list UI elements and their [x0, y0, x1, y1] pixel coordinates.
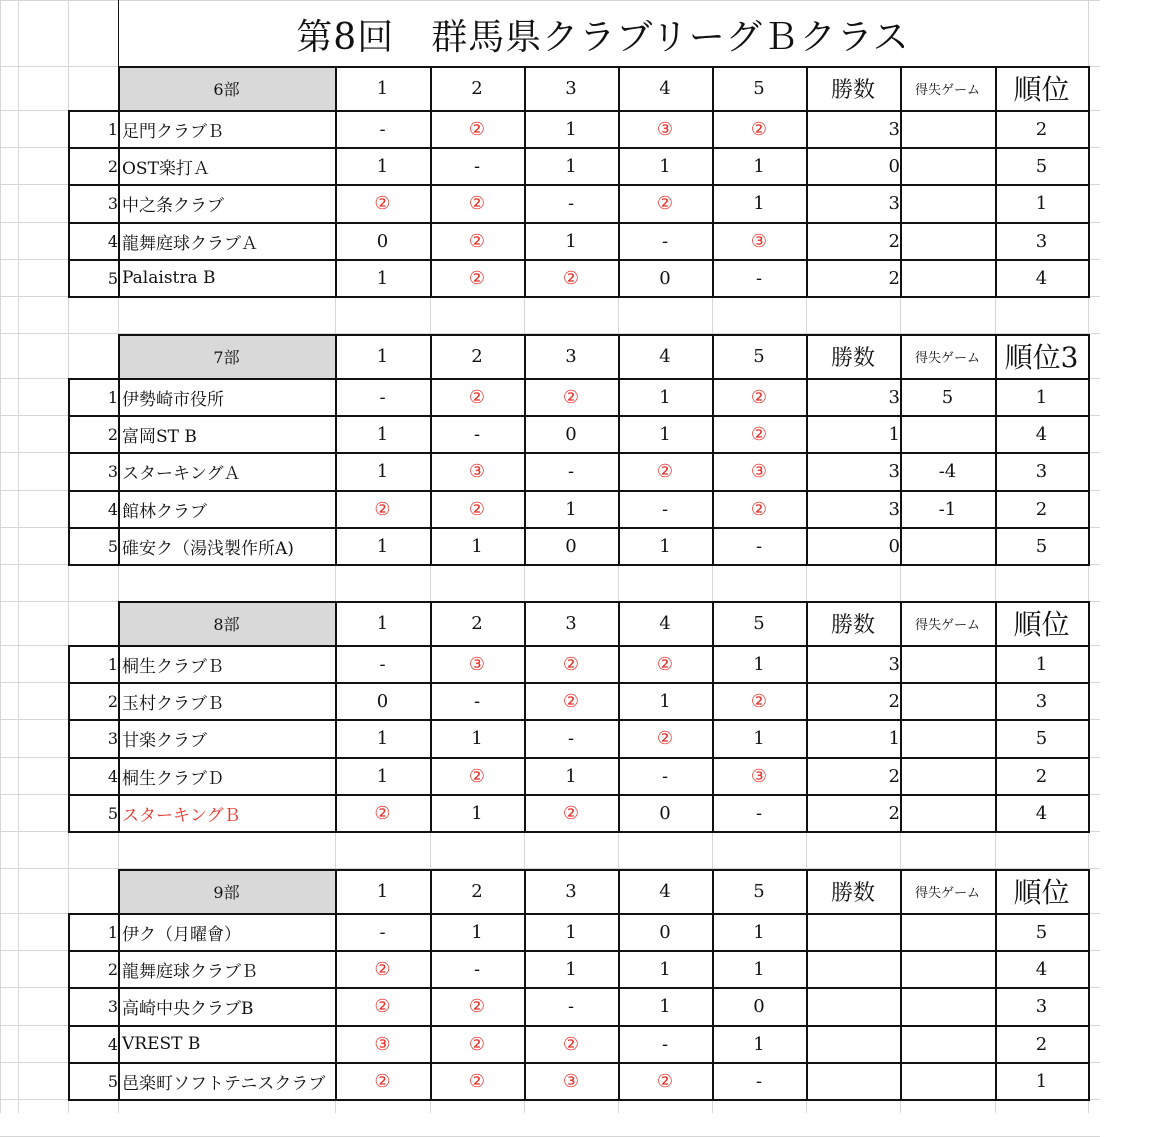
result-cell-1[interactable]: -	[379, 118, 386, 140]
grid-line-v	[900, 831, 901, 869]
header-rank[interactable]: 順位	[1013, 608, 1070, 641]
result-cell-5[interactable]: -	[755, 267, 763, 289]
wins-cell[interactable]: 2	[888, 690, 900, 712]
wins-cell[interactable]: 3	[888, 460, 900, 482]
result-cell-4[interactable]: 0	[659, 267, 671, 289]
diff-cell[interactable]	[900, 758, 995, 794]
diff-cell[interactable]	[900, 914, 995, 950]
diff-cell[interactable]	[900, 988, 995, 1024]
result-cell-1[interactable]: 1	[376, 267, 389, 289]
rank-cell[interactable]: 3	[1035, 995, 1048, 1017]
diff-cell[interactable]	[900, 795, 995, 831]
grid-line-v	[712, 296, 713, 334]
result-cell-4[interactable]: ②	[656, 460, 674, 482]
result-cell-4[interactable]: ③	[656, 118, 674, 140]
result-cell-5[interactable]: -	[755, 802, 763, 824]
rank-cell[interactable]: 2	[1035, 765, 1048, 787]
row-number[interactable]: 3	[107, 728, 118, 748]
rank-cell[interactable]: 1	[1035, 386, 1048, 408]
result-cell-4[interactable]: 1	[659, 423, 671, 445]
result-cell-1[interactable]: 1	[376, 423, 389, 445]
header-col-4[interactable]: 4	[659, 345, 671, 367]
wins-cell[interactable]: 1	[888, 727, 900, 749]
result-cell-5[interactable]: ③	[750, 230, 768, 252]
header-wins[interactable]: 勝数	[830, 77, 875, 103]
header-col-1[interactable]: 1	[376, 880, 389, 902]
result-cell-4[interactable]: ②	[656, 1070, 674, 1092]
team-name[interactable]: 邑楽町ソフトテニスクラブ	[122, 1073, 326, 1094]
result-cell-3[interactable]: -	[567, 460, 575, 482]
result-cell-4[interactable]: -	[661, 1033, 669, 1055]
result-cell-1[interactable]: ②	[374, 995, 391, 1017]
rank-cell[interactable]: 5	[1035, 155, 1048, 177]
result-cell-3[interactable]: 1	[565, 498, 577, 520]
header-wins[interactable]: 勝数	[830, 345, 875, 371]
border-row	[68, 564, 1089, 566]
row-number[interactable]: 2	[107, 156, 118, 176]
row-number[interactable]: 4	[107, 766, 118, 786]
header-diff[interactable]: 得失ゲーム	[914, 617, 980, 633]
grid-line-v	[1088, 831, 1089, 869]
header-col-2[interactable]: 2	[471, 77, 483, 99]
result-cell-3[interactable]: -	[567, 727, 575, 749]
border-row	[68, 296, 1089, 298]
header-col-2[interactable]: 2	[471, 880, 483, 902]
result-cell-1[interactable]: 1	[376, 155, 389, 177]
result-cell-3[interactable]: ②	[562, 386, 580, 408]
rank-cell[interactable]: 2	[1035, 118, 1048, 140]
grid-line-v	[618, 1099, 619, 1113]
diff-cell[interactable]: -1	[938, 498, 957, 520]
rank-cell[interactable]: 4	[1035, 958, 1048, 980]
result-cell-5[interactable]: 1	[753, 192, 765, 214]
rank-cell[interactable]: 4	[1035, 423, 1048, 445]
header-diff[interactable]: 得失ゲーム	[914, 885, 980, 901]
border-row	[68, 1099, 1089, 1101]
result-cell-3[interactable]: 1	[565, 765, 577, 787]
rank-cell[interactable]: 3	[1035, 230, 1048, 252]
wins-cell[interactable]: 3	[888, 653, 900, 675]
result-cell-1[interactable]: 1	[376, 727, 389, 749]
row-number[interactable]: 1	[107, 922, 118, 942]
result-cell-5[interactable]: ②	[750, 423, 768, 445]
header-col-3[interactable]: 3	[565, 345, 577, 367]
result-cell-2[interactable]: -	[473, 958, 481, 980]
result-cell-5[interactable]: ②	[750, 498, 768, 520]
result-cell-5[interactable]: 1	[753, 653, 765, 675]
result-cell-2[interactable]: -	[473, 155, 481, 177]
result-cell-4[interactable]: -	[661, 765, 669, 787]
row-number[interactable]: 3	[107, 996, 118, 1016]
result-cell-3[interactable]: 1	[565, 921, 577, 943]
grid-line-v	[712, 564, 713, 601]
result-cell-3[interactable]: ③	[562, 1070, 580, 1092]
wins-cell[interactable]	[806, 1026, 906, 1062]
grid-line-v	[1088, 1099, 1089, 1113]
row-number[interactable]: 2	[107, 959, 118, 979]
header-col-5[interactable]: 5	[753, 77, 765, 99]
diff-cell[interactable]	[900, 1026, 995, 1062]
result-cell-1[interactable]: 1	[376, 765, 389, 787]
header-rank[interactable]: 順位	[1013, 876, 1070, 909]
grid-line-v	[900, 1099, 901, 1113]
result-cell-4[interactable]: 1	[659, 535, 671, 557]
grid-line-v	[806, 564, 807, 601]
team-name[interactable]: 足門クラブＢ	[122, 121, 224, 142]
team-name[interactable]: OST楽打Ａ	[122, 158, 210, 179]
team-name[interactable]: VREST B	[122, 1034, 201, 1054]
rank-cell[interactable]: 5	[1035, 535, 1048, 557]
result-cell-1[interactable]: 0	[376, 690, 389, 712]
team-name[interactable]: 龍舞庭球クラブＡ	[122, 233, 258, 254]
diff-cell[interactable]	[900, 1063, 995, 1099]
result-cell-4[interactable]: ②	[656, 727, 674, 749]
diff-cell[interactable]	[900, 683, 995, 719]
result-cell-2[interactable]: ③	[468, 653, 486, 675]
team-name[interactable]: スターキングＢ	[122, 805, 241, 826]
grid-line-v	[18, 0, 19, 1113]
grid-line-v	[995, 564, 996, 601]
result-cell-2[interactable]: 1	[471, 535, 483, 557]
result-cell-5[interactable]: 1	[753, 958, 765, 980]
result-cell-3[interactable]: ②	[562, 690, 580, 712]
result-cell-5[interactable]: 1	[753, 1033, 765, 1055]
grid-line-v	[335, 831, 336, 869]
row-number[interactable]: 4	[107, 499, 118, 519]
header-diff[interactable]: 得失ゲーム	[914, 82, 980, 98]
grid-line-v	[335, 564, 336, 601]
team-name[interactable]: 高崎中央クラブB	[122, 998, 254, 1019]
result-cell-1[interactable]: 1	[376, 535, 389, 557]
result-cell-1[interactable]: ②	[374, 802, 391, 824]
team-name[interactable]: 伊勢崎市役所	[122, 389, 224, 410]
result-cell-3[interactable]: ②	[562, 653, 580, 675]
diff-cell[interactable]	[900, 951, 995, 987]
result-cell-4[interactable]: 1	[659, 995, 671, 1017]
header-col-3[interactable]: 3	[565, 880, 577, 902]
grid-line-v	[524, 1099, 525, 1113]
border-col	[1088, 66, 1090, 298]
result-cell-5[interactable]: 1	[753, 727, 765, 749]
border-col	[1088, 869, 1090, 1101]
diff-cell[interactable]	[900, 185, 995, 221]
team-name[interactable]: 伊ク（月曜會）	[122, 924, 241, 945]
team-name[interactable]: Palaistra B	[122, 268, 216, 288]
grid-line-v	[524, 296, 525, 334]
grid-line-v	[430, 296, 431, 334]
result-cell-3[interactable]: ②	[562, 1033, 580, 1055]
diff-cell[interactable]	[900, 528, 995, 564]
grid-line-v	[995, 1099, 996, 1113]
result-cell-4[interactable]: 1	[659, 690, 671, 712]
rank-cell[interactable]: 3	[1035, 690, 1048, 712]
wins-cell[interactable]: 2	[888, 230, 900, 252]
result-cell-2[interactable]: ②	[468, 765, 486, 787]
wins-cell[interactable]: 2	[888, 267, 900, 289]
grid-line-v	[335, 1099, 336, 1113]
wins-cell[interactable]: 3	[888, 498, 900, 520]
result-cell-2[interactable]: 1	[471, 727, 483, 749]
wins-cell[interactable]	[806, 914, 906, 950]
row-number[interactable]: 3	[107, 461, 118, 481]
result-cell-5[interactable]: ②	[750, 118, 768, 140]
wins-cell[interactable]	[806, 951, 906, 987]
diff-cell[interactable]	[900, 260, 995, 296]
header-col-3[interactable]: 3	[565, 612, 577, 634]
row-number[interactable]: 2	[107, 424, 118, 444]
result-cell-5[interactable]: ③	[750, 460, 768, 482]
result-cell-3[interactable]: 1	[565, 118, 577, 140]
result-cell-5[interactable]: ②	[750, 386, 768, 408]
rank-cell[interactable]: 1	[1035, 1070, 1048, 1092]
result-cell-4[interactable]: ②	[656, 653, 674, 675]
wins-cell[interactable]: 1	[888, 423, 900, 445]
result-cell-3[interactable]: 1	[565, 230, 577, 252]
grid-line-v	[806, 296, 807, 334]
division-name[interactable]: 6部	[213, 79, 240, 99]
header-col-1[interactable]: 1	[376, 612, 389, 634]
result-cell-3[interactable]: 0	[565, 535, 577, 557]
team-name[interactable]: 富岡ST B	[122, 426, 197, 447]
result-cell-4[interactable]: 0	[659, 921, 671, 943]
grid-line-v	[806, 831, 807, 869]
row-number[interactable]: 4	[107, 1034, 118, 1054]
grid-line-v	[618, 564, 619, 601]
title-border	[118, 0, 119, 66]
team-name[interactable]: 桐生クラブＢ	[122, 656, 224, 677]
rank-cell[interactable]: 1	[1035, 653, 1048, 675]
rank-cell[interactable]: 4	[1035, 267, 1048, 289]
result-cell-3[interactable]: 0	[565, 423, 577, 445]
result-cell-3[interactable]: ②	[562, 267, 580, 289]
diff-cell[interactable]: 5	[941, 386, 954, 408]
rank-cell[interactable]: 5	[1035, 727, 1048, 749]
division-name[interactable]: 8部	[213, 614, 240, 634]
diff-cell[interactable]	[900, 111, 995, 147]
grid-line-v	[900, 564, 901, 601]
header-col-3[interactable]: 3	[565, 77, 577, 99]
border-col	[1088, 334, 1090, 566]
header-col-1[interactable]: 1	[376, 345, 389, 367]
division-name[interactable]: 9部	[213, 882, 240, 902]
grid-line-v	[430, 831, 431, 869]
team-name[interactable]: 玉村クラブＢ	[122, 693, 224, 714]
header-col-1[interactable]: 1	[376, 77, 389, 99]
row-number[interactable]: 5	[107, 268, 118, 288]
result-cell-3[interactable]: 1	[565, 155, 577, 177]
header-col-5[interactable]: 5	[753, 345, 765, 367]
result-cell-5[interactable]: ②	[750, 690, 768, 712]
result-cell-4[interactable]: 1	[659, 386, 671, 408]
rank-cell[interactable]: 4	[1035, 802, 1048, 824]
page-title: 第8回 群馬県クラブリーグＢクラス	[296, 16, 910, 58]
rank-cell[interactable]: 3	[1035, 460, 1048, 482]
result-cell-2[interactable]: ②	[468, 1033, 486, 1055]
grid-line-v	[335, 296, 336, 334]
header-col-5[interactable]: 5	[753, 612, 765, 634]
header-rank[interactable]: 順位3	[1004, 341, 1079, 374]
result-cell-1[interactable]: 0	[376, 230, 389, 252]
result-cell-2[interactable]: -	[473, 690, 481, 712]
grid-line-v	[900, 296, 901, 334]
result-cell-4[interactable]: 0	[659, 802, 671, 824]
header-col-2[interactable]: 2	[471, 612, 483, 634]
result-cell-2[interactable]: ②	[468, 995, 486, 1017]
result-cell-2[interactable]: -	[473, 423, 481, 445]
diff-cell[interactable]: -4	[938, 460, 957, 482]
row-number[interactable]: 1	[107, 119, 118, 139]
wins-cell[interactable]: 3	[888, 118, 900, 140]
header-diff[interactable]: 得失ゲーム	[914, 350, 980, 366]
result-cell-2[interactable]: ③	[468, 460, 486, 482]
result-cell-2[interactable]: ②	[468, 230, 486, 252]
header-col-4[interactable]: 4	[659, 880, 671, 902]
result-cell-5[interactable]: ③	[750, 765, 768, 787]
diff-cell[interactable]	[900, 720, 995, 756]
result-cell-1[interactable]: ②	[374, 192, 391, 214]
row-number[interactable]: 5	[107, 536, 118, 556]
result-cell-5[interactable]: 1	[753, 921, 765, 943]
result-cell-5[interactable]: -	[755, 1070, 763, 1092]
division-name[interactable]: 7部	[213, 347, 240, 367]
result-cell-2[interactable]: 1	[471, 802, 483, 824]
result-cell-1[interactable]: 1	[376, 460, 389, 482]
result-cell-3[interactable]: 1	[565, 958, 577, 980]
header-wins[interactable]: 勝数	[830, 612, 875, 638]
team-name[interactable]: 桐生クラブＤ	[122, 768, 224, 789]
result-cell-1[interactable]: -	[379, 386, 386, 408]
header-col-4[interactable]: 4	[659, 77, 671, 99]
grid-line-v	[1088, 296, 1089, 334]
rank-cell[interactable]: 2	[1035, 498, 1048, 520]
diff-cell[interactable]	[900, 416, 995, 452]
result-cell-1[interactable]: ②	[374, 1070, 391, 1092]
team-name[interactable]: 碓安ク（湯浅製作所A)	[122, 538, 294, 559]
grid-line-v	[618, 296, 619, 334]
rank-cell[interactable]: 5	[1035, 921, 1048, 943]
wins-cell[interactable]: 3	[888, 192, 900, 214]
result-cell-2[interactable]: ②	[468, 386, 486, 408]
diff-cell[interactable]	[900, 223, 995, 259]
header-col-2[interactable]: 2	[471, 345, 483, 367]
rank-cell[interactable]: 1	[1035, 192, 1048, 214]
result-cell-1[interactable]: ②	[374, 498, 391, 520]
result-cell-3[interactable]: -	[567, 995, 575, 1017]
wins-cell[interactable]: 0	[888, 535, 900, 557]
border-row	[68, 831, 1089, 833]
header-col-4[interactable]: 4	[659, 612, 671, 634]
border-col	[1088, 601, 1090, 833]
team-name[interactable]: スターキングＡ	[122, 463, 241, 484]
header-wins[interactable]: 勝数	[830, 880, 875, 906]
grid-line-v	[712, 831, 713, 869]
grid-line-v	[430, 1099, 431, 1113]
result-cell-2[interactable]: ②	[468, 192, 486, 214]
wins-cell[interactable]: 0	[888, 155, 900, 177]
wins-cell[interactable]: 3	[888, 386, 900, 408]
result-cell-1[interactable]: ③	[374, 1033, 391, 1055]
wins-cell[interactable]: 2	[888, 802, 900, 824]
result-cell-4[interactable]: 1	[659, 958, 671, 980]
row-number[interactable]: 4	[107, 231, 118, 251]
row-number[interactable]: 3	[107, 193, 118, 213]
diff-cell[interactable]	[900, 148, 995, 184]
result-cell-4[interactable]: -	[661, 230, 669, 252]
grid-line-v	[712, 1099, 713, 1113]
diff-cell[interactable]	[900, 646, 995, 682]
result-cell-1[interactable]: -	[379, 921, 386, 943]
row-number[interactable]: 1	[107, 654, 118, 674]
result-cell-2[interactable]: ②	[468, 118, 486, 140]
team-name[interactable]: 甘楽クラブ	[122, 730, 207, 751]
grid-line-v	[430, 564, 431, 601]
result-cell-2[interactable]: ②	[468, 267, 486, 289]
result-cell-1[interactable]: ②	[374, 958, 391, 980]
header-rank[interactable]: 順位	[1013, 73, 1070, 106]
result-cell-2[interactable]: ②	[468, 1070, 486, 1092]
grid-line-v	[995, 831, 996, 869]
rank-cell[interactable]: 2	[1035, 1033, 1048, 1055]
grid-line-v	[995, 296, 996, 334]
grid-line-v	[1088, 564, 1089, 601]
result-cell-4[interactable]: ②	[656, 192, 674, 214]
grid-line-v	[524, 831, 525, 869]
team-name[interactable]: 館林クラブ	[122, 501, 207, 522]
result-cell-5[interactable]: 1	[753, 155, 765, 177]
row-number[interactable]: 5	[107, 1071, 118, 1091]
grid-line-v	[806, 1099, 807, 1113]
result-cell-2[interactable]: 1	[471, 921, 483, 943]
result-cell-4[interactable]: -	[661, 498, 669, 520]
row-number[interactable]: 5	[107, 803, 118, 823]
wins-cell[interactable]: 2	[888, 765, 900, 787]
wins-cell[interactable]	[806, 1063, 906, 1099]
result-cell-5[interactable]: -	[755, 535, 763, 557]
result-cell-1[interactable]: -	[379, 653, 386, 675]
grid-line-v	[618, 831, 619, 869]
team-name[interactable]: 中之条クラブ	[122, 195, 224, 216]
result-cell-3[interactable]: -	[567, 192, 575, 214]
result-cell-3[interactable]: ②	[562, 802, 580, 824]
grid-line-v	[0, 0, 1, 1113]
result-cell-2[interactable]: ②	[468, 498, 486, 520]
row-number[interactable]: 1	[107, 387, 118, 407]
result-cell-4[interactable]: 1	[659, 155, 671, 177]
row-number[interactable]: 2	[107, 691, 118, 711]
result-cell-5[interactable]: 0	[753, 995, 765, 1017]
grid-line-v	[524, 564, 525, 601]
grid-line-h	[0, 0, 1100, 1]
team-name[interactable]: 龍舞庭球クラブＢ	[122, 961, 258, 982]
header-col-5[interactable]: 5	[753, 880, 765, 902]
wins-cell[interactable]	[806, 988, 906, 1024]
